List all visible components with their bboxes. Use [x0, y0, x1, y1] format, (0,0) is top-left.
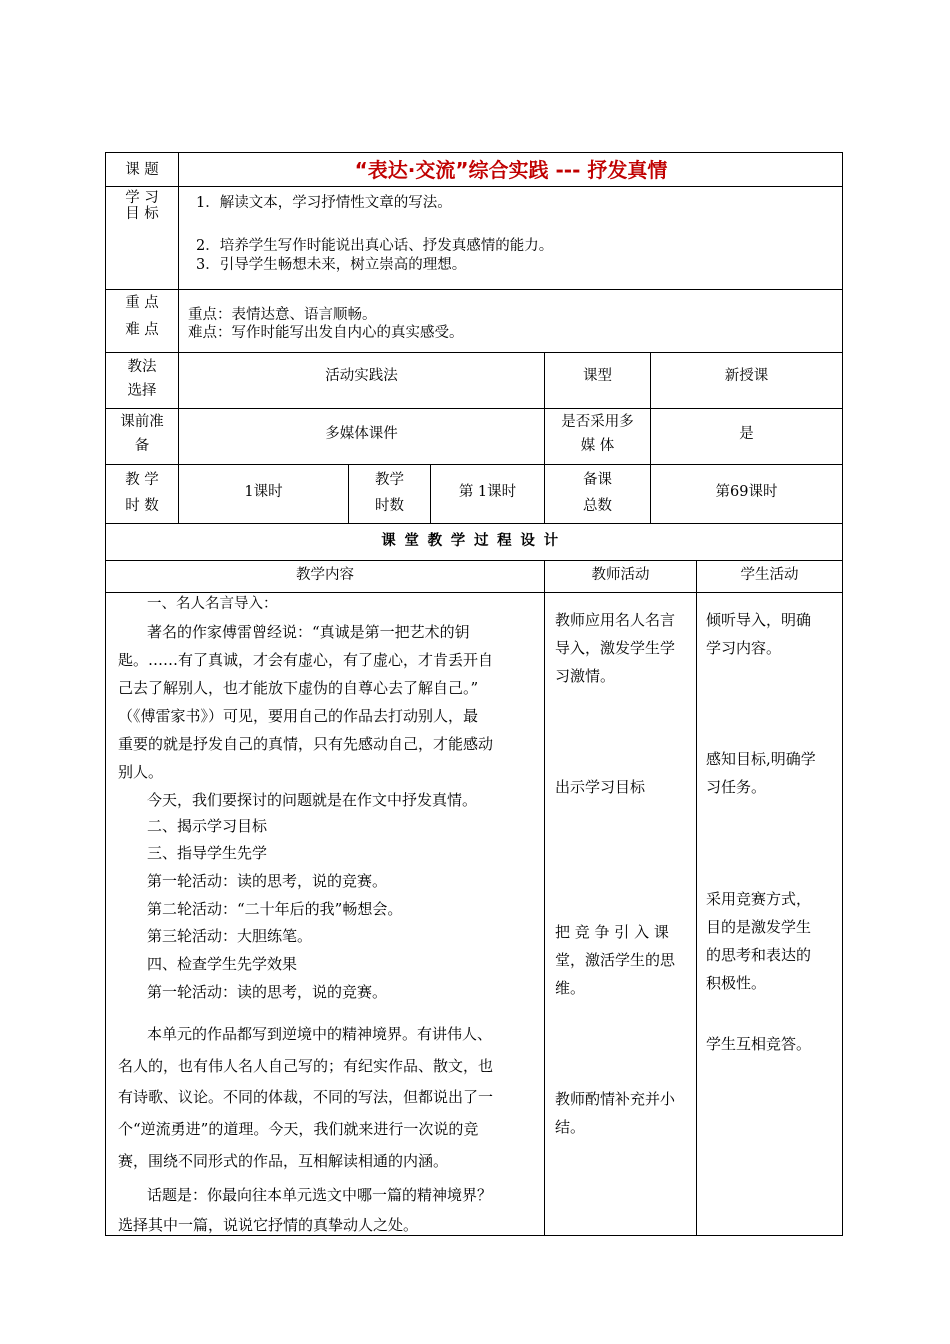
goal-item: 3．引导学生畅想未来，树立崇高的理想。 — [196, 257, 467, 273]
content-line: 一、名人名言导入： — [147, 596, 278, 612]
content-line: 己去了解别人，也才能放下虚伪的自尊心去了解自己。” — [118, 679, 479, 697]
multimedia-value: 是 — [739, 426, 754, 442]
label-hours-2: 时 数 — [125, 498, 159, 514]
label-method-1: 教法 — [127, 359, 157, 375]
teacher-line: 教师酌情补充并小 — [555, 1090, 676, 1108]
goal-item: 2．培养学生写作时能说出真心话、抒发真感情的能力。 — [196, 238, 554, 254]
student-line: 感知目标,明确学 — [706, 750, 816, 768]
teacher-line: 堂，激活学生的思 — [555, 951, 676, 969]
content-line: 三、指导学生先学 — [147, 844, 268, 862]
key-point: 重点：表情达意、语言顺畅。 — [188, 307, 377, 323]
content-line: 四、检查学生先学效果 — [147, 955, 298, 973]
content-line: 第三轮活动：大胆练笔。 — [147, 927, 313, 945]
content-line: 第一轮活动：读的思考，说的竞赛。 — [147, 872, 388, 890]
col-divider — [696, 560, 697, 1236]
col-header-teacher: 教师活动 — [591, 567, 650, 583]
label-topic: 课 题 — [125, 162, 159, 178]
teacher-line: 维。 — [555, 979, 586, 997]
teaching-hours-label-2: 时数 — [375, 498, 404, 514]
hours-value: 1课时 — [244, 484, 283, 500]
content-line: 二、揭示学习目标 — [147, 817, 268, 835]
row-divider — [105, 560, 843, 561]
content-line: 第二轮活动：“二十年后的我”畅想会。 — [147, 900, 403, 918]
student-line: 目的是激发学生 — [706, 918, 812, 936]
teacher-line: 习激情。 — [555, 667, 616, 685]
label-method-2: 选择 — [127, 383, 157, 399]
process-heading: 课堂教学过程设计 — [381, 532, 567, 549]
content-line: 赛，围绕不同形式的作品，互相解读相通的内涵。 — [118, 1152, 449, 1170]
student-line: 积极性。 — [706, 974, 767, 992]
row-divider — [105, 464, 843, 465]
type-value: 新授课 — [724, 368, 769, 384]
row-divider — [105, 408, 843, 409]
content-line: 第一轮活动：读的思考，说的竞赛。 — [147, 983, 388, 1001]
table-top-border — [105, 152, 843, 153]
student-line: 学生互相竞答。 — [706, 1035, 812, 1053]
content-line: 今天，我们要探讨的问题就是在作文中抒发真情。 — [147, 791, 478, 809]
col-divider — [544, 560, 545, 1236]
goal-item: 1．解读文本，学习抒情性文章的写法。 — [196, 195, 452, 211]
row-divider — [105, 352, 843, 353]
prep-value: 多媒体课件 — [325, 426, 398, 442]
content-line: 本单元的作品都写到逆境中的精神境界。有讲伟人、 — [147, 1025, 493, 1043]
content-line: 话题是：你最向往本单元选文中哪一篇的精神境界？ — [147, 1186, 493, 1204]
row-divider — [105, 592, 843, 593]
label-hours-1: 教 学 — [125, 472, 159, 488]
label-prep-2: 备 — [134, 438, 150, 454]
content-line: 重要的就是抒发自己的真情，只有先感动自己，才能感动 — [118, 735, 494, 753]
label-key-2: 难 点 — [125, 322, 159, 338]
label-goals-2: 目 标 — [125, 206, 159, 222]
teacher-line: 结。 — [555, 1118, 586, 1136]
student-line: 的思考和表达的 — [706, 946, 812, 964]
content-line: 选择其中一篇，说说它抒情的真挚动人之处。 — [118, 1216, 419, 1234]
teacher-line: 出示学习目标 — [555, 778, 646, 796]
teaching-hours-value: 第 1课时 — [458, 484, 517, 500]
method-value: 活动实践法 — [325, 368, 398, 384]
content-line: 有诗歌、议论。不同的体裁，不同的写法，但都说出了一 — [118, 1088, 494, 1106]
content-line: （《傅雷家书》）可见，要用自己的作品去打动别人，最 — [118, 707, 479, 725]
total-value: 第69课时 — [715, 484, 778, 500]
type-label: 课型 — [583, 368, 612, 384]
content-line: 别人。 — [118, 763, 164, 781]
teaching-hours-label-1: 教学 — [375, 472, 404, 488]
teacher-line: 教师应用名人名言 — [555, 611, 676, 629]
student-line: 学习内容。 — [706, 639, 782, 657]
content-line: 个“逆流勇进”的道理。今天，我们就来进行一次说的竞 — [118, 1120, 479, 1138]
label-key-1: 重 点 — [125, 295, 159, 311]
student-line: 倾听导入，明确 — [706, 611, 812, 629]
content-line: 匙。……有了真诚，才会有虚心，有了虚心，才肯丢开自 — [118, 651, 494, 669]
total-label-1: 备课 — [583, 472, 612, 488]
multimedia-label-2: 媒 体 — [580, 438, 615, 454]
row-divider — [105, 289, 843, 290]
label-goals-1: 学 习 — [125, 190, 159, 206]
col-divider — [178, 152, 179, 524]
multimedia-label-1: 是否采用多 — [561, 414, 634, 430]
row-divider — [105, 523, 843, 524]
page-title: “表达·交流”综合实践 --- 抒发真情 — [354, 158, 668, 182]
table-left-border — [105, 152, 106, 1236]
row-divider — [105, 186, 843, 187]
content-line: 著名的作家傅雷曾经说：“真诚是第一把艺术的钥 — [147, 623, 470, 641]
col-header-content: 教学内容 — [296, 567, 354, 583]
teacher-line: 导入，激发学生学 — [555, 639, 676, 657]
difficult-point: 难点：写作时能写出发自内心的真实感受。 — [188, 325, 464, 341]
col-header-student: 学生活动 — [740, 567, 799, 583]
teacher-line: 把 竞 争 引 入 课 — [555, 923, 669, 941]
label-prep-1: 课前准 — [120, 414, 164, 430]
student-line: 采用竞赛方式， — [706, 890, 812, 908]
table-right-border — [842, 152, 843, 1236]
student-line: 习任务。 — [706, 778, 767, 796]
total-label-2: 总数 — [583, 498, 612, 514]
content-line: 名人的，也有伟人名人自己写的；有纪实作品、散文，也 — [118, 1057, 494, 1075]
